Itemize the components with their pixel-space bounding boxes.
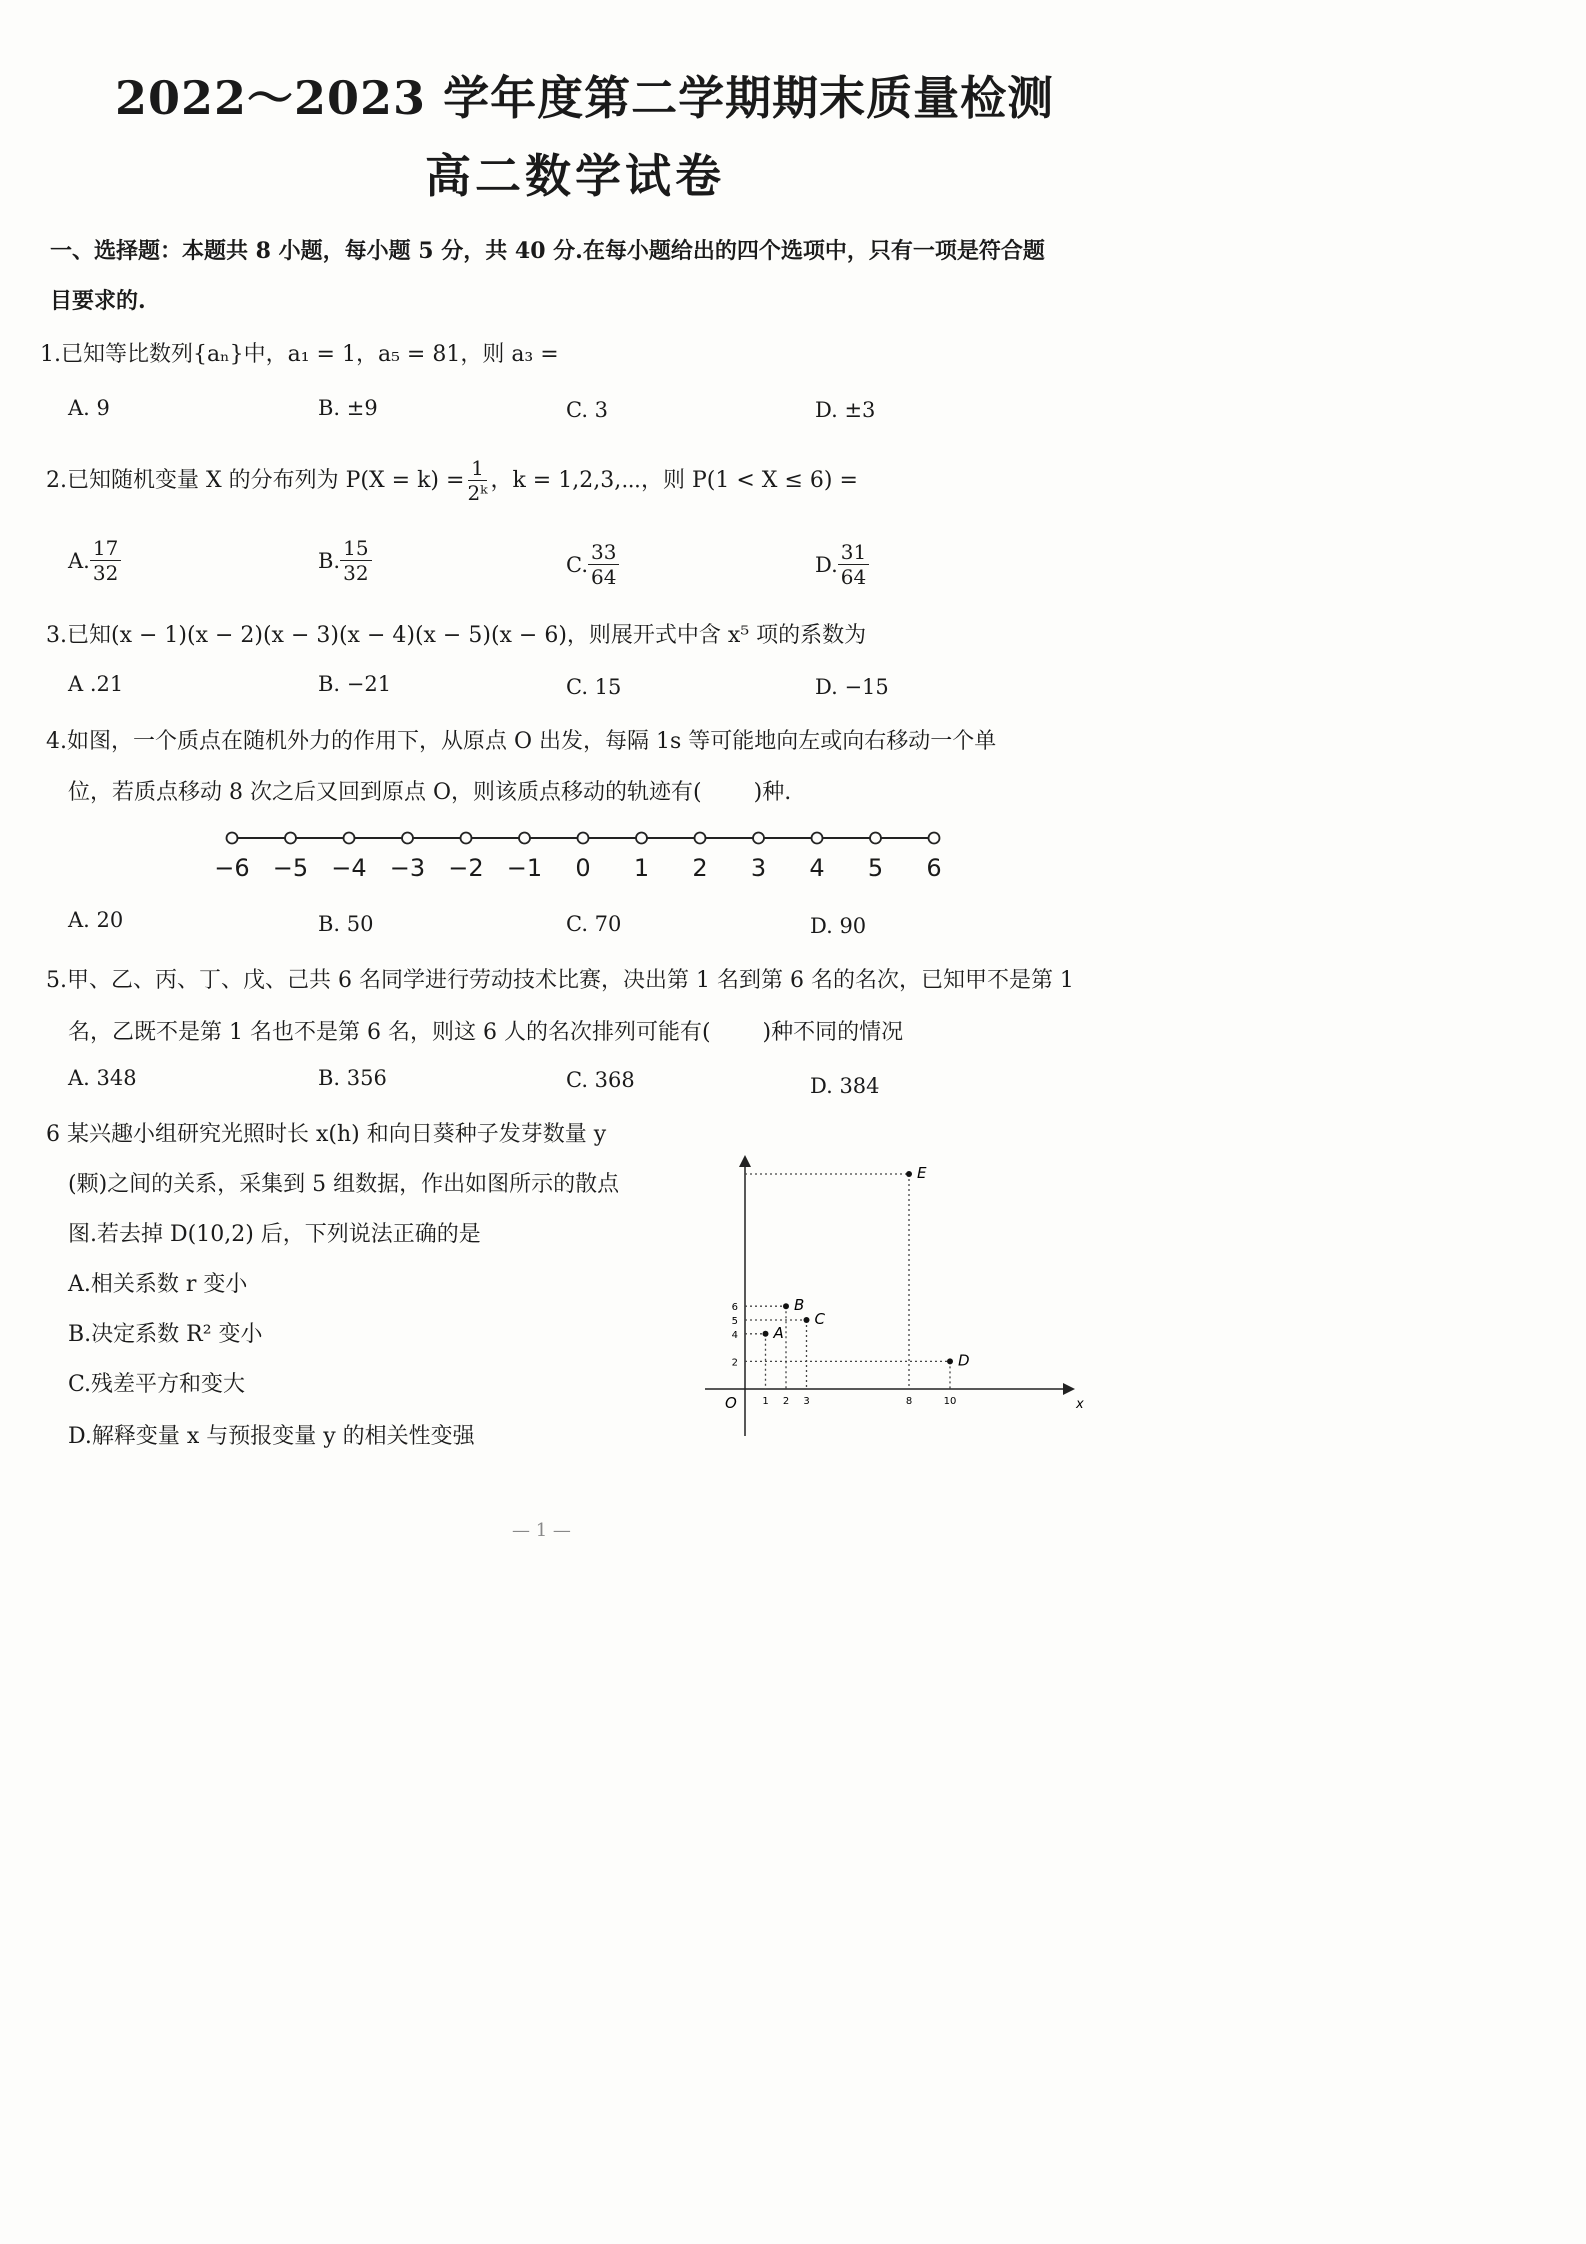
scatter-point <box>947 1358 953 1364</box>
scatter-point-label: D <box>958 1351 970 1370</box>
q2-option-d-fraction <box>838 540 869 589</box>
q1-option-b: B. ±9 <box>318 396 378 420</box>
q2-a-num: 17 <box>90 536 121 561</box>
q1-option-a: A. 9 <box>68 396 110 420</box>
q1-option-d: D. ±3 <box>815 398 876 422</box>
q6-stem-line1: 6 某兴趣小组研究光照时长 x(h) 和向日葵种子发芽数量 y <box>46 1122 607 1147</box>
q5-option-d: D. 384 <box>810 1074 880 1098</box>
exam-header-line1: 2022～2023 学年度第二学期期末质量检测 <box>115 71 1055 125</box>
q3-stem: 3.已知(x − 1)(x − 2)(x − 3)(x − 4)(x − 5)(x − 6)，则展开式中含 x⁵ 项的系数为 <box>46 623 867 648</box>
q6-option-b: B.决定系数 R² 变小 <box>68 1322 263 1347</box>
number-line-label: 3 <box>750 854 767 882</box>
q1-option-c: C. 3 <box>566 398 609 422</box>
q6-option-d: D.解释变量 x 与预报变量 y 的相关性变强 <box>68 1424 475 1449</box>
number-line-label: 0 <box>575 854 591 882</box>
q4-option-b: B. 50 <box>318 912 374 936</box>
q3-option-b: B. −21 <box>318 672 392 696</box>
q3-option-c: C. 15 <box>566 675 622 699</box>
q2-b-num: 15 <box>340 536 371 561</box>
number-line-point <box>753 833 764 844</box>
q5-stem-line2 <box>68 1018 903 1048</box>
q4-stem-line2 <box>68 778 791 808</box>
number-line-label: −3 <box>389 854 426 882</box>
q2-frac-num: 1 <box>468 456 487 481</box>
number-line-point <box>870 833 881 844</box>
q2-stem-part1: 2.已知随机变量 X 的分布列为 P(X = k) = <box>46 467 465 493</box>
scatter-point <box>783 1303 789 1309</box>
scatter-point-label: C <box>814 1310 825 1328</box>
number-line-point <box>929 833 940 844</box>
scatter-y-tick: 6 <box>731 1302 738 1314</box>
q2-option-a-label: A. <box>68 548 90 573</box>
scatter-x-tick: 2 <box>782 1396 790 1407</box>
q2-d-num: 31 <box>838 540 869 565</box>
scatter-point <box>804 1317 810 1323</box>
scatter-y-tick: 4 <box>731 1329 738 1341</box>
q4-stem-line2a: 位，若质点移动 8 次之后又回到原点 O，则该质点移动的轨迹有( <box>68 780 702 805</box>
q2-option-c <box>566 540 619 589</box>
scatter-point-label: E <box>917 1164 927 1182</box>
q2-stem-part2: ，k = 1,2,3,⋯，则 P(1 < X ≤ 6) = <box>490 467 858 493</box>
q6-stem-line3: 图.若去掉 D(10,2) 后，下列说法正确的是 <box>68 1222 481 1247</box>
q2-c-den: 64 <box>591 565 617 589</box>
number-line-label: −2 <box>448 854 484 882</box>
q1-stem: 1.已知等比数列{aₙ}中，a₁ = 1，a₅ = 81，则 a₃ = <box>40 342 559 367</box>
q6-stem-line2: (颗)之间的关系，采集到 5 组数据，作出如图所示的散点 <box>68 1172 620 1197</box>
q4-option-c: C. 70 <box>566 912 622 936</box>
number-line-label: −6 <box>214 854 250 882</box>
q4-number-line <box>200 822 960 886</box>
q2-option-b-fraction <box>340 536 371 585</box>
exam-title: 高二数学试卷 <box>425 149 725 203</box>
number-line-point <box>636 833 647 844</box>
q5-stem-line1: 5.甲、乙、丙、丁、戊、己共 6 名同学进行劳动技术比赛，决出第 1 名到第 6 名的名次，已知甲不是第 1 <box>46 968 1074 993</box>
q6-scatter-figure <box>700 1150 1100 1440</box>
number-line-point <box>461 833 472 844</box>
scatter-x-tick: 10 <box>943 1396 957 1407</box>
scatter-origin-label: O <box>725 1394 737 1412</box>
number-line-label: −1 <box>506 854 543 882</box>
q2-option-b-label: B. <box>318 548 341 573</box>
scatter-point-label: A <box>773 1323 784 1342</box>
scatter-y-tick: 5 <box>731 1316 738 1327</box>
q6-option-a: A.相关系数 r 变小 <box>68 1272 248 1297</box>
number-line-point <box>227 833 238 844</box>
q2-option-b <box>318 536 372 585</box>
q2-option-c-fraction <box>588 540 619 589</box>
number-line-label: 4 <box>809 854 825 882</box>
number-line-point <box>695 833 706 844</box>
scatter-guides <box>745 1174 950 1389</box>
scatter-point <box>906 1171 912 1177</box>
number-line-label: 2 <box>692 854 708 882</box>
number-line-point <box>344 833 355 844</box>
number-line-point <box>402 833 413 844</box>
page-number: — 1 — <box>512 1520 571 1541</box>
q5-option-c: C. 368 <box>566 1068 635 1092</box>
q5-option-b: B. 356 <box>318 1066 387 1090</box>
scatter-point-label: B <box>794 1296 805 1315</box>
q5-option-a: A. 348 <box>68 1066 137 1090</box>
scatter-point <box>763 1331 769 1337</box>
number-line-label: 5 <box>867 854 884 882</box>
q2-d-den: 64 <box>840 565 867 589</box>
q4-stem-line2b: )种. <box>753 780 792 805</box>
number-line-point <box>519 833 530 844</box>
q3-option-a: A .21 <box>68 672 124 696</box>
scatter-x-axis-label: x <box>1076 1397 1084 1412</box>
q2-option-a <box>68 536 121 585</box>
q4-option-d: D. 90 <box>810 914 867 938</box>
q2-option-d <box>815 540 869 589</box>
q4-option-a: A. 20 <box>68 908 124 932</box>
q3-option-d: D. −15 <box>815 675 889 699</box>
q2-b-den: 32 <box>343 561 369 585</box>
number-line-label: −5 <box>272 854 309 882</box>
number-line-label: −4 <box>331 854 367 882</box>
q5-stem-line2b: )种不同的情况 <box>762 1020 904 1045</box>
q2-frac-den: 2ᵏ <box>467 481 488 505</box>
q2-option-a-fraction <box>90 536 121 585</box>
q2-stem-fraction <box>464 456 490 505</box>
number-line-point <box>578 833 589 844</box>
q5-stem-line2a: 名，乙既不是第 1 名也不是第 6 名，则这 6 人的名次排列可能有( <box>68 1020 711 1045</box>
q2-option-d-label: D. <box>815 552 838 577</box>
section-intro-line1: 一、选择题：本题共 8 小题，每小题 5 分，共 40 分.在每小题给出的四个选项中，只有一项是符合题 <box>50 238 1045 264</box>
scatter-x-tick: 3 <box>803 1396 810 1407</box>
q2-c-num: 33 <box>588 540 619 565</box>
scatter-x-tick: 1 <box>762 1396 769 1407</box>
scatter-x-tick: 8 <box>905 1396 913 1407</box>
number-line-point <box>285 833 296 844</box>
q6-option-c: C.残差平方和变大 <box>68 1372 246 1397</box>
q2-stem <box>46 456 858 505</box>
number-line-points <box>214 833 941 883</box>
number-line-point <box>812 833 823 844</box>
q4-stem-line1: 4.如图，一个质点在随机外力的作用下，从原点 O 出发，每隔 1s 等可能地向左或向右移动一个单 <box>46 729 997 754</box>
q2-option-c-label: C. <box>566 552 588 577</box>
scatter-points <box>763 1164 970 1369</box>
scatter-y-tick: 2 <box>731 1357 738 1369</box>
number-line-label: 6 <box>926 854 942 882</box>
section-intro-line2: 目要求的. <box>50 288 146 314</box>
q2-a-den: 32 <box>92 561 119 585</box>
number-line-label: 1 <box>633 854 650 882</box>
